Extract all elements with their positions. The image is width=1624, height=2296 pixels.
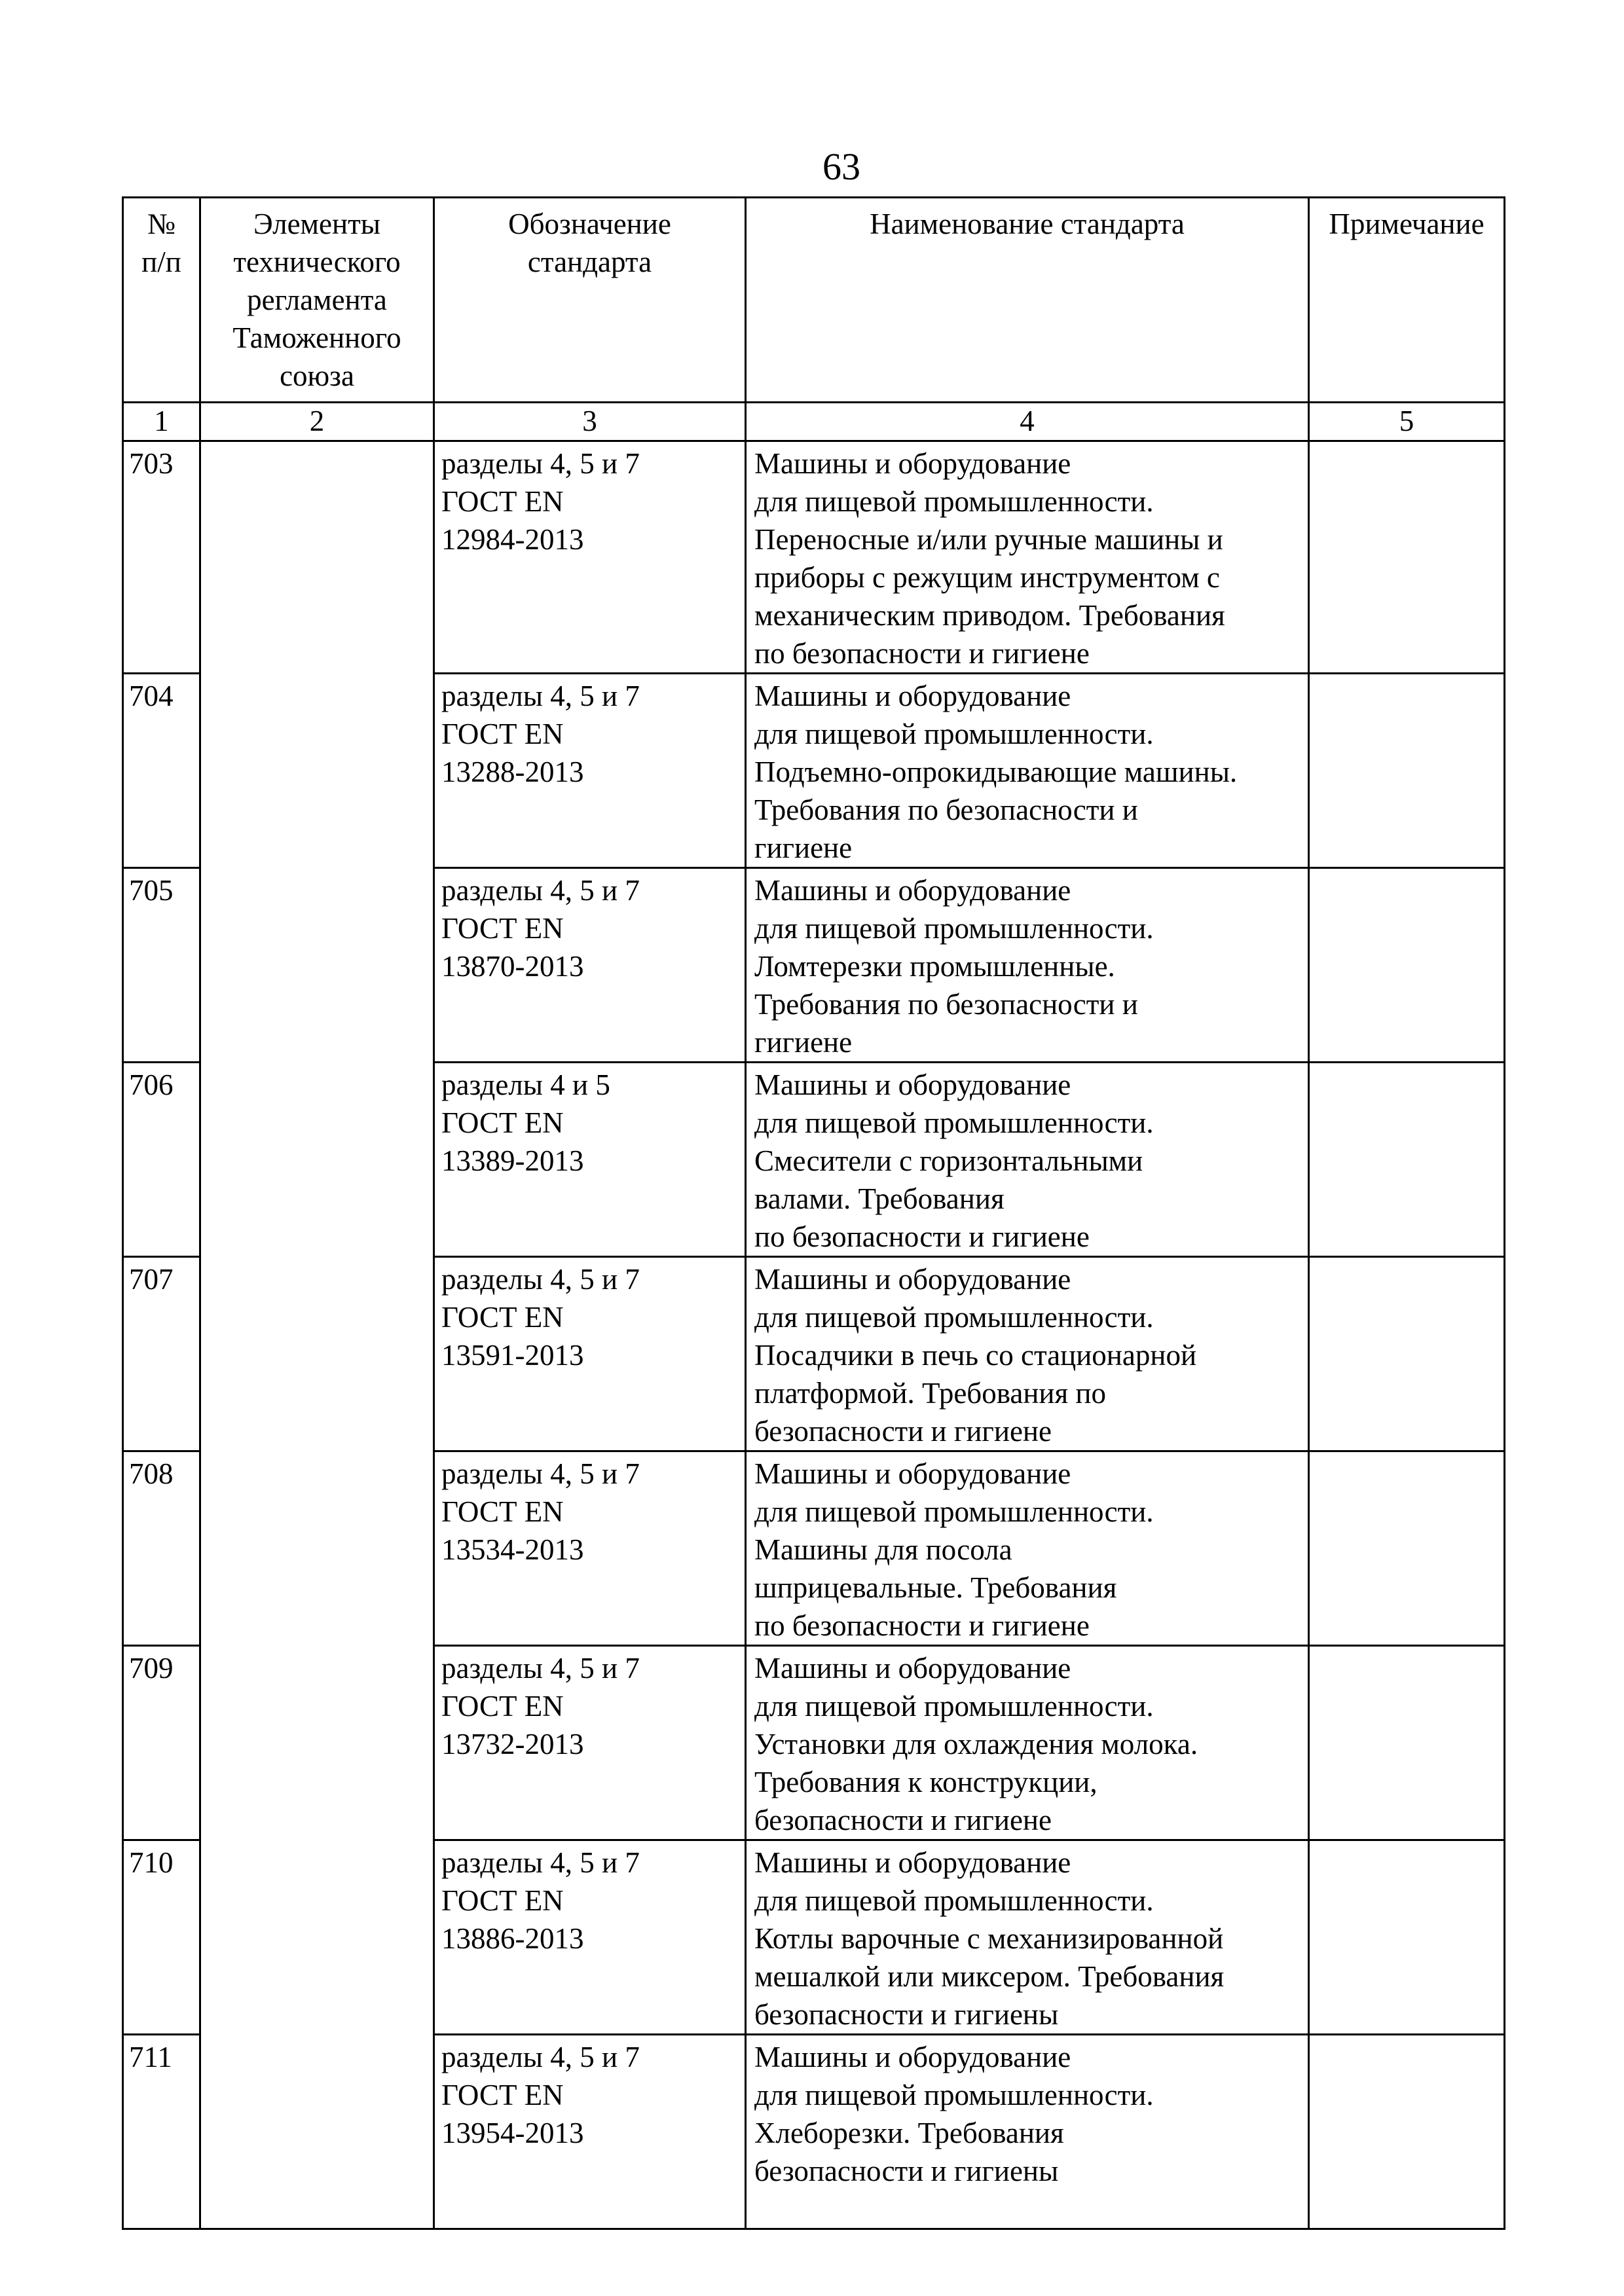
text-line: Наименование стандарта <box>870 208 1185 240</box>
standard-name <box>746 1646 1309 1840</box>
text-line: разделы 4, 5 и 7 <box>441 874 640 907</box>
text-line: 13389-2013 <box>441 1144 584 1177</box>
text-line: Таможенного <box>232 321 401 354</box>
header-number <box>123 198 200 403</box>
text-line: разделы 4, 5 и 7 <box>441 1457 640 1490</box>
page-number: 63 <box>822 145 860 188</box>
standard-designation <box>434 1257 746 1451</box>
text-line: 13534-2013 <box>441 1533 584 1566</box>
text-line: Установки для охлаждения молока. <box>754 1728 1198 1760</box>
text-line: Машины и оборудование <box>754 1652 1071 1685</box>
note-cell <box>1309 1257 1505 1451</box>
text-line: ГОСТ EN <box>441 1495 564 1528</box>
text-line: для пищевой промышленности. <box>754 1495 1154 1528</box>
text-line: Требования по безопасности и <box>754 988 1138 1021</box>
text-line: Машины и оборудование <box>754 1846 1071 1879</box>
standard-name <box>746 1451 1309 1646</box>
text-line: по безопасности и гигиене <box>754 1609 1090 1642</box>
text-line: Машины и оборудование <box>754 1457 1071 1490</box>
text-line: 12984-2013 <box>441 523 584 556</box>
row-number: 706 <box>123 1063 200 1257</box>
text-line: Хлеборезки. Требования <box>754 2117 1064 2149</box>
standard-designation <box>434 1451 746 1646</box>
text-line: для пищевой промышленности. <box>754 718 1154 750</box>
text-line: безопасности и гигиены <box>754 2155 1059 2187</box>
text-line: разделы 4, 5 и 7 <box>441 1652 640 1685</box>
text-line: 13886-2013 <box>441 1922 584 1955</box>
text-line: Элементы <box>253 208 380 240</box>
text-line: Примечание <box>1329 208 1485 240</box>
text-line: стандарта <box>527 246 652 278</box>
header-note <box>1309 198 1505 403</box>
standard-name <box>746 2035 1309 2229</box>
text-line: 13288-2013 <box>441 756 584 788</box>
note-cell <box>1309 1063 1505 1257</box>
text-line: валами. Требования <box>754 1182 1005 1215</box>
text-line: для пищевой промышленности. <box>754 2079 1154 2111</box>
text-line: безопасности и гигиене <box>754 1804 1052 1836</box>
text-line: 13732-2013 <box>441 1728 584 1760</box>
header-standard-name <box>746 198 1309 403</box>
text-line: Ломтерезки промышленные. <box>754 950 1115 983</box>
text-line: Машины и оборудование <box>754 1068 1071 1101</box>
text-line: ГОСТ EN <box>441 718 564 750</box>
note-cell <box>1309 1646 1505 1840</box>
table-header-row <box>123 198 1505 403</box>
row-number: 711 <box>123 2035 200 2229</box>
row-number: 709 <box>123 1646 200 1840</box>
text-line: технического <box>233 246 401 278</box>
text-line: по безопасности и гигиене <box>754 1220 1090 1253</box>
text-line: ГОСТ EN <box>441 2079 564 2111</box>
text-line: Подъемно-опрокидывающие машины. <box>754 756 1238 788</box>
text-line: гигиене <box>754 1026 853 1059</box>
text-line: Смесители с горизонтальными <box>754 1144 1143 1177</box>
standard-name <box>746 1257 1309 1451</box>
text-line: Машины и оборудование <box>754 2041 1071 2073</box>
text-line: безопасности и гигиене <box>754 1415 1052 1448</box>
standard-designation <box>434 1646 746 1840</box>
text-line: разделы 4, 5 и 7 <box>441 680 640 712</box>
text-line: разделы 4, 5 и 7 <box>441 2041 640 2073</box>
text-line: ГОСТ EN <box>441 1301 564 1334</box>
text-line: для пищевой промышленности. <box>754 1301 1154 1334</box>
standards-table-body <box>123 198 1505 2229</box>
text-line: платформой. Требования по <box>754 1377 1107 1410</box>
text-line: Требования к конструкции, <box>754 1766 1098 1798</box>
row-number: 704 <box>123 674 200 868</box>
text-line: Обозначение <box>508 208 671 240</box>
text-line: Машины и оборудование <box>754 874 1071 907</box>
table-row <box>123 441 1505 674</box>
text-line: союза <box>280 359 354 392</box>
text-line: Машины для посола <box>754 1533 1012 1566</box>
standard-name <box>746 1063 1309 1257</box>
text-line: для пищевой промышленности. <box>754 1884 1154 1917</box>
text-line: для пищевой промышленности. <box>754 1690 1154 1722</box>
text-line: безопасности и гигиены <box>754 1998 1059 2031</box>
text-line: ГОСТ EN <box>441 912 564 945</box>
note-cell <box>1309 674 1505 868</box>
text-line: ГОСТ EN <box>441 1690 564 1722</box>
standard-designation <box>434 868 746 1063</box>
text-line: Переносные и/или ручные машины и <box>754 523 1223 556</box>
text-line: Машины и оборудование <box>754 680 1071 712</box>
text-line: Посадчики в печь со стационарной <box>754 1339 1197 1372</box>
column-number-row <box>123 403 1505 441</box>
text-line: для пищевой промышленности. <box>754 912 1154 945</box>
text-line: для пищевой промышленности. <box>754 1106 1154 1139</box>
standard-name <box>746 1840 1309 2035</box>
text-line: ГОСТ EN <box>441 485 564 518</box>
text-line: гигиене <box>754 831 853 864</box>
text-line: шприцевальные. Требования <box>754 1571 1117 1604</box>
regulation-elements-cell <box>200 441 434 2229</box>
text-line: 13591-2013 <box>441 1339 584 1372</box>
note-cell <box>1309 1840 1505 2035</box>
note-cell <box>1309 2035 1505 2229</box>
header-elements <box>200 198 434 403</box>
text-line: п/п <box>141 246 181 278</box>
row-number: 708 <box>123 1451 200 1646</box>
text-line: № <box>147 208 175 240</box>
standard-designation <box>434 2035 746 2229</box>
text-line: 13954-2013 <box>441 2117 584 2149</box>
text-line: механическим приводом. Требования <box>754 599 1225 632</box>
row-number: 705 <box>123 868 200 1063</box>
text-line: разделы 4, 5 и 7 <box>441 1846 640 1879</box>
row-number: 703 <box>123 441 200 674</box>
text-line: 13870-2013 <box>441 950 584 983</box>
text-line: Машины и оборудование <box>754 447 1071 480</box>
row-number: 710 <box>123 1840 200 2035</box>
standards-table <box>122 196 1505 2230</box>
column-number: 2 <box>200 403 434 441</box>
text-line: мешалкой или миксером. Требования <box>754 1960 1225 1993</box>
standard-designation <box>434 441 746 674</box>
text-line: Машины и оборудование <box>754 1263 1071 1296</box>
note-cell <box>1309 868 1505 1063</box>
text-line: разделы 4 и 5 <box>441 1068 610 1101</box>
text-line: ГОСТ EN <box>441 1106 564 1139</box>
text-line: ГОСТ EN <box>441 1884 564 1917</box>
note-cell <box>1309 441 1505 674</box>
row-number: 707 <box>123 1257 200 1451</box>
column-number: 4 <box>746 403 1309 441</box>
text-line: по безопасности и гигиене <box>754 637 1090 670</box>
standard-designation <box>434 1063 746 1257</box>
standard-designation <box>434 674 746 868</box>
column-number: 5 <box>1309 403 1505 441</box>
text-line: разделы 4, 5 и 7 <box>441 1263 640 1296</box>
standard-name <box>746 868 1309 1063</box>
text-line: Требования по безопасности и <box>754 793 1138 826</box>
column-number: 3 <box>434 403 746 441</box>
text-line: регламента <box>247 283 387 316</box>
text-line: для пищевой промышленности. <box>754 485 1154 518</box>
standard-name <box>746 441 1309 674</box>
text-line: Котлы варочные с механизированной <box>754 1922 1224 1955</box>
note-cell <box>1309 1451 1505 1646</box>
standard-designation <box>434 1840 746 2035</box>
text-line: разделы 4, 5 и 7 <box>441 447 640 480</box>
text-line: приборы с режущим инструментом с <box>754 561 1220 594</box>
standard-name <box>746 674 1309 868</box>
column-number: 1 <box>123 403 200 441</box>
header-designation <box>434 198 746 403</box>
